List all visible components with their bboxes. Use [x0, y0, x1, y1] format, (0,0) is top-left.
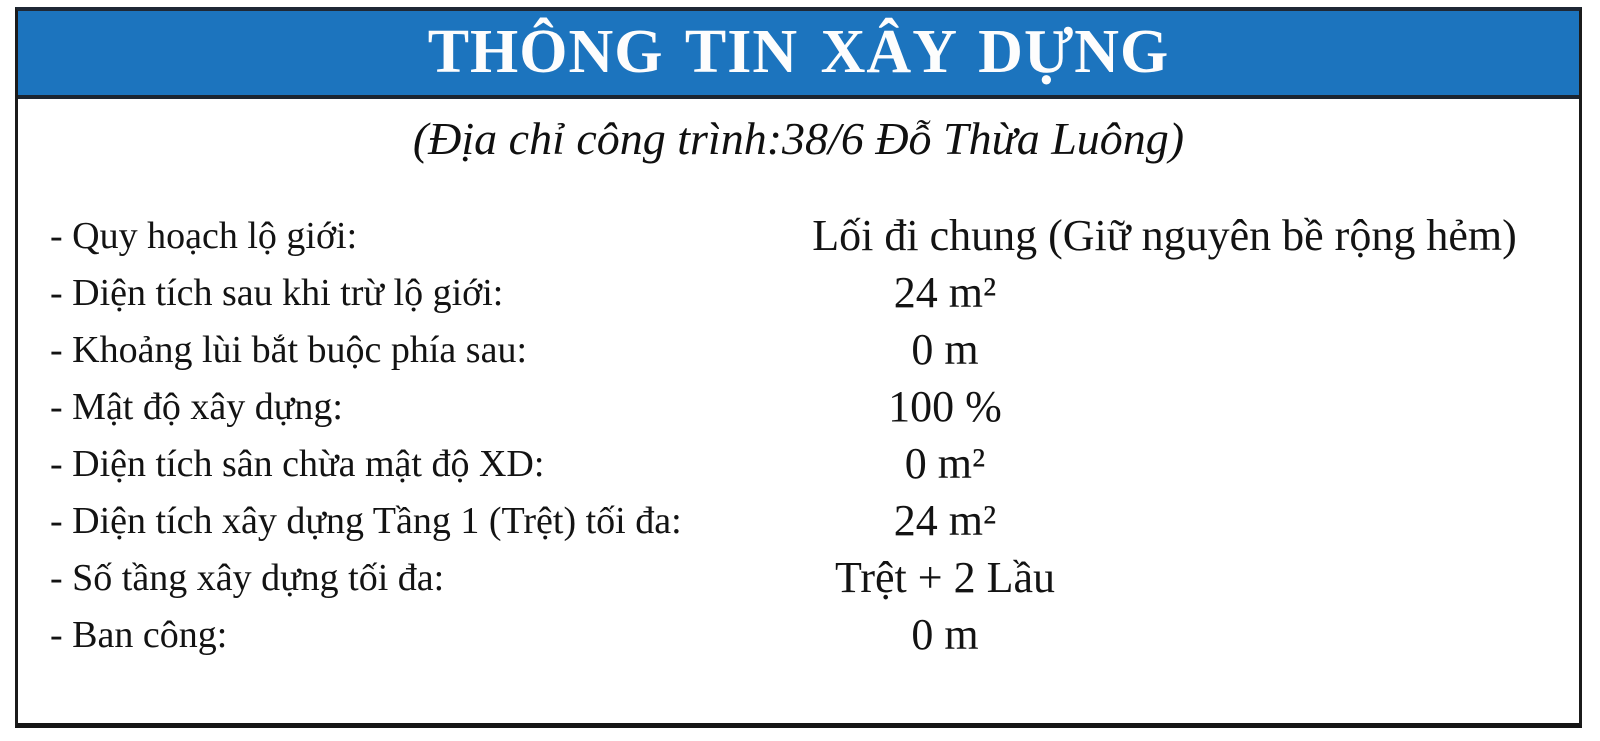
panel-header: [18, 11, 1579, 99]
panel-title: THÔNG TIN XÂY DỰNG: [427, 18, 1170, 86]
info-label: - Mật độ xây dựng:: [50, 386, 343, 428]
info-rows: [50, 208, 1579, 664]
info-value: 0 m²: [904, 439, 986, 488]
info-label: - Số tầng xây dựng tối đa:: [50, 557, 445, 599]
info-value: 24 m²: [893, 268, 997, 317]
panel-body: [18, 99, 1579, 724]
info-label: - Khoảng lùi bắt buộc phía sau:: [50, 329, 528, 371]
info-value: 24 m²: [893, 496, 997, 545]
info-label: - Diện tích sau khi trừ lộ giới:: [50, 272, 504, 314]
info-value: 100 %: [888, 382, 1002, 431]
construction-info-panel: [15, 7, 1582, 728]
info-label: - Quy hoạch lộ giới:: [50, 215, 358, 257]
info-row-yard-area: [50, 436, 1579, 493]
info-label: - Diện tích xây dựng Tầng 1 (Trệt) tối đa:: [50, 500, 682, 542]
info-value: 0 m: [911, 610, 979, 659]
info-row-road-planning: [50, 208, 1579, 265]
info-row-balcony: [50, 607, 1579, 664]
info-value: 0 m: [911, 325, 979, 374]
info-value: Lối đi chung (Giữ nguyên bề rộng hẻm): [812, 211, 1517, 260]
info-row-area-after-setback: [50, 265, 1579, 322]
info-label: - Diện tích sân chừa mật độ XD:: [50, 443, 545, 485]
info-row-rear-setback: [50, 322, 1579, 379]
info-row-ground-floor-area: [50, 493, 1579, 550]
info-value: Trệt + 2 Lầu: [835, 553, 1055, 602]
project-address: (Địa chỉ công trình:38/6 Đỗ Thừa Luông): [412, 113, 1185, 164]
info-row-building-density: [50, 379, 1579, 436]
info-label: - Ban công:: [50, 614, 228, 656]
info-row-max-floors: [50, 550, 1579, 607]
